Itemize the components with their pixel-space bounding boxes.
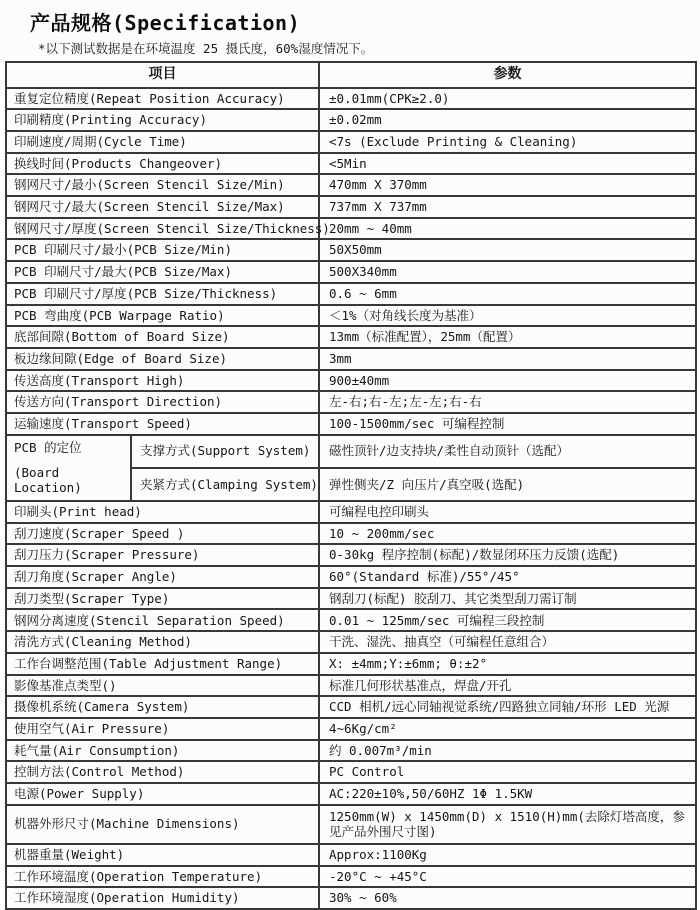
spec-row	[6, 844, 696, 866]
spec-row-label: PCB 印刷尺寸/最大(PCB Size/Max)	[6, 261, 319, 283]
spec-row-label: 刮刀类型(Scraper Type)	[6, 588, 319, 610]
spec-row-label: 印刷精度(Printing Accuracy)	[6, 109, 319, 131]
spec-row-value: 737mm X 737mm	[319, 196, 696, 218]
spec-row-label: PCB 印刷尺寸/最小(PCB Size/Min)	[6, 239, 319, 261]
spec-row-label: 耗气量(Air Consumption)	[6, 740, 319, 762]
spec-row	[6, 131, 696, 153]
spec-row-value: AC:220±10%,50/60HZ 1Φ 1.5KW	[319, 783, 696, 805]
spec-row	[6, 588, 696, 610]
spec-row-value: 0.6 ~ 6mm	[319, 283, 696, 305]
spec-row-label: 机器重量(Weight)	[6, 844, 319, 866]
spec-row	[6, 283, 696, 305]
spec-row	[6, 566, 696, 588]
spec-row-label: 换线时间(Products Changeover)	[6, 153, 319, 175]
spec-row-value: 13mm（标准配置），25mm（配置）	[319, 326, 696, 348]
spec-row-value: ＜1%（对角线长度为基准）	[319, 305, 696, 327]
spec-row-value: ±0.01mm(CPK≥2.0)	[319, 88, 696, 110]
spec-row	[6, 413, 696, 435]
spec-row-value: 干洗、湿洗、抽真空（可编程任意组合）	[319, 631, 696, 653]
spec-row	[6, 696, 696, 718]
spec-row-value: <7s (Exclude Printing & Cleaning)	[319, 131, 696, 153]
spec-row-label: 刮刀压力(Scraper Pressure)	[6, 544, 319, 566]
spec-row	[6, 153, 696, 175]
spec-row-value: 左-右;右-左;左-左;右-右	[319, 391, 696, 413]
spec-row-value: 50X50mm	[319, 239, 696, 261]
spec-row	[6, 805, 696, 844]
spec-row-label: 刮刀角度(Scraper Angle)	[6, 566, 319, 588]
spec-row-value: 钢刮刀(标配) 胶刮刀、其它类型刮刀需订制	[319, 588, 696, 610]
spec-row	[6, 609, 696, 631]
spec-row-label: 控制方法(Control Method)	[6, 761, 319, 783]
spec-row-value: 1250mm(W) x 1450mm(D) x 1510(H)mm(去除灯塔高度，参见产品外围尺寸图)	[319, 805, 696, 844]
spec-row	[6, 196, 696, 218]
spec-row-label: 刮刀速度(Scraper Speed )	[6, 523, 319, 545]
spec-row	[6, 239, 696, 261]
spec-row	[6, 88, 696, 110]
board-location-group-label	[6, 435, 131, 501]
spec-row	[6, 740, 696, 762]
spec-row-value: 500X340mm	[319, 261, 696, 283]
spec-row-value: X: ±4mm;Y:±6mm; θ:±2°	[319, 653, 696, 675]
board-location-label-en: (Board Location)	[14, 464, 82, 496]
spec-row	[6, 261, 696, 283]
spec-row-label: 运输速度(Transport Speed)	[6, 413, 319, 435]
spec-row	[6, 326, 696, 348]
spec-row-value: 470mm X 370mm	[319, 174, 696, 196]
spec-row-value: 0.01 ~ 125mm/sec 可编程三段控制	[319, 609, 696, 631]
spec-row-label: PCB 印刷尺寸/厚度(PCB Size/Thickness)	[6, 283, 319, 305]
spec-row-value: PC Control	[319, 761, 696, 783]
spec-row-label: 印刷速度/周期(Cycle Time)	[6, 131, 319, 153]
spec-row-value: 3mm	[319, 348, 696, 370]
spec-row-label: PCB 弯曲度(PCB Warpage Ratio)	[6, 305, 319, 327]
spec-row-label: 摄像机系统(Camera System)	[6, 696, 319, 718]
clamping-system-value: 弹性侧夹/Z 向压片/真空吸(选配)	[319, 468, 696, 501]
spec-row	[6, 718, 696, 740]
spec-row-value: 标准几何形状基准点，焊盘/开孔	[319, 675, 696, 697]
spec-row-label: 工作环境温度(Operation Temperature)	[6, 866, 319, 888]
board-location-label-cn: PCB 的定位	[14, 439, 82, 455]
spec-row-label: 影像基准点类型()	[6, 675, 319, 697]
spec-table	[5, 61, 697, 910]
spec-row	[6, 174, 696, 196]
spec-row	[6, 348, 696, 370]
spec-row	[6, 109, 696, 131]
spec-row-value: 900±40mm	[319, 370, 696, 392]
spec-row	[6, 887, 696, 909]
support-system-label: 支撑方式(Support System)	[131, 435, 319, 468]
spec-row-label: 电源(Power Supply)	[6, 783, 319, 805]
spec-row-value: Approx:1100Kg	[319, 844, 696, 866]
table-header-row	[6, 62, 696, 88]
spec-row-label: 钢网尺寸/最大(Screen Stencil Size/Max)	[6, 196, 319, 218]
spec-row-value: 4~6Kg/cm²	[319, 718, 696, 740]
spec-row-value: 0-30kg 程序控制(标配)/数显闭环压力反馈(选配)	[319, 544, 696, 566]
column-header-param: 参数	[319, 62, 696, 88]
spec-row	[6, 370, 696, 392]
spec-row-value: 30% ~ 60%	[319, 887, 696, 909]
spec-row	[6, 675, 696, 697]
spec-row	[6, 391, 696, 413]
spec-row	[6, 305, 696, 327]
spec-row-label: 机器外形尺寸(Machine Dimensions)	[6, 805, 319, 844]
spec-row	[6, 761, 696, 783]
spec-row-value: -20°C ~ +45°C	[319, 866, 696, 888]
spec-row	[6, 653, 696, 675]
spec-row-label: 重复定位精度(Repeat Position Accuracy)	[6, 88, 319, 110]
spec-row-group	[6, 435, 696, 468]
clamping-system-label: 夹紧方式(Clamping System)	[131, 468, 319, 501]
spec-row-label: 传送高度(Transport High)	[6, 370, 319, 392]
spec-row-value: CCD 相机/远心同轴视觉系统/四路独立同轴/环形 LED 光源	[319, 696, 696, 718]
spec-row-label: 传送方向(Transport Direction)	[6, 391, 319, 413]
spec-row-value: 可编程电控印刷头	[319, 501, 696, 523]
spec-row-value: 20mm ~ 40mm	[319, 218, 696, 240]
spec-row-value: <5Min	[319, 153, 696, 175]
spec-row	[6, 523, 696, 545]
spec-row-label: 钢网尺寸/最小(Screen Stencil Size/Min)	[6, 174, 319, 196]
column-header-item: 项目	[6, 62, 319, 88]
spec-row-label: 工作台调整范围(Table Adjustment Range)	[6, 653, 319, 675]
spec-row-label: 印刷头(Print head)	[6, 501, 319, 523]
spec-row	[6, 866, 696, 888]
spec-row-label: 板边缘间隙(Edge of Board Size)	[6, 348, 319, 370]
spec-row	[6, 544, 696, 566]
spec-row	[6, 218, 696, 240]
spec-row-label: 钢网分离速度(Stencil Separation Speed)	[6, 609, 319, 631]
spec-row-label: 清洗方式(Cleaning Method)	[6, 631, 319, 653]
spec-row	[6, 783, 696, 805]
spec-row-label: 使用空气(Air Pressure)	[6, 718, 319, 740]
page-title: 产品规格(Specification)	[30, 11, 301, 35]
spec-row-value: 约 0.007m³/min	[319, 740, 696, 762]
test-condition-note: *以下测试数据是在环境温度 25 摄氏度，60%湿度情况下。	[38, 41, 374, 56]
spec-row-value: 10 ~ 200mm/sec	[319, 523, 696, 545]
spec-row	[6, 631, 696, 653]
spec-row-label: 工作环境湿度(Operation Humidity)	[6, 887, 319, 909]
spec-row-value: 60°(Standard 标准)/55°/45°	[319, 566, 696, 588]
spec-row-value: 100-1500mm/sec 可编程控制	[319, 413, 696, 435]
spec-row-label: 底部间隙(Bottom of Board Size)	[6, 326, 319, 348]
support-system-value: 磁性顶针/边支持块/柔性自动顶针（选配）	[319, 435, 696, 468]
spec-table-body	[6, 88, 696, 910]
spec-row-value: ±0.02mm	[319, 109, 696, 131]
spec-row-label: 钢网尺寸/厚度(Screen Stencil Size/Thickness)	[6, 218, 319, 240]
spec-row	[6, 501, 696, 523]
